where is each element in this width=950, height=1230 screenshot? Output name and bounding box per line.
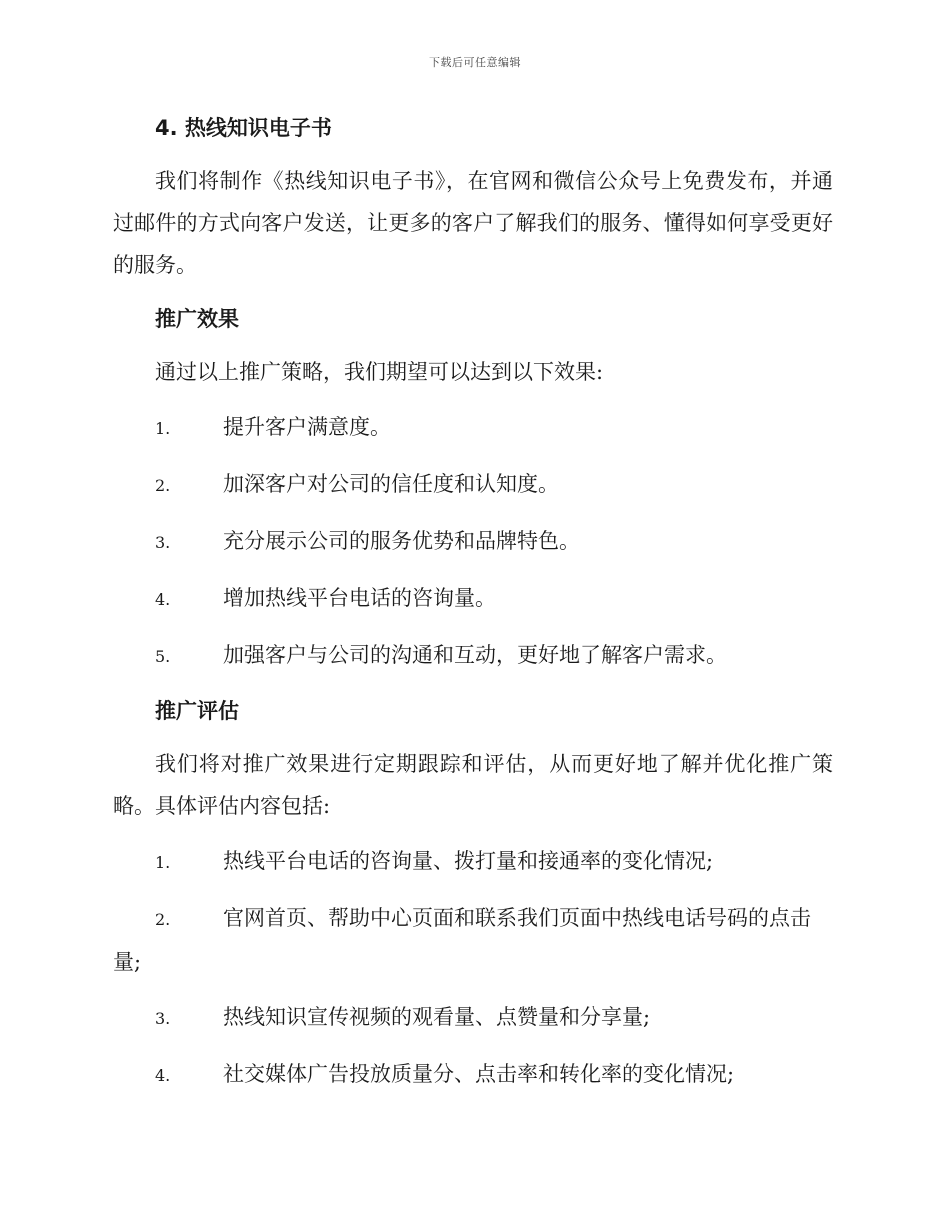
document-body (113, 108, 833, 1097)
list-item (113, 577, 833, 621)
list-text: 提升客户满意度。 (223, 415, 391, 439)
list-number: 2. (155, 910, 171, 929)
list-text: 社交媒体广告投放质量分、点击率和转化率的变化情况; (223, 1062, 735, 1086)
evaluation-intro: 我们将对推广效果进行定期跟踪和评估，从而更好地了解并优化推广策略。具体评估内容包括: (113, 752, 833, 818)
section-heading-effect: 推广效果 (155, 307, 239, 331)
list-item (113, 520, 833, 564)
list-text: 加强客户与公司的沟通和互动，更好地了解客户需求。 (223, 643, 727, 667)
list-item (113, 1053, 833, 1097)
section-heading-ebook: 4. 热线知识电子书 (155, 116, 332, 140)
page-header: 下载后可任意编辑 (429, 56, 521, 69)
list-number: 1. (155, 419, 171, 438)
list-number: 2. (155, 476, 171, 495)
list-text: 热线平台电话的咨询量、拨打量和接通率的变化情况; (223, 849, 714, 873)
list-number: 1. (155, 853, 171, 872)
list-item (113, 406, 833, 450)
list-text: 热线知识宣传视频的观看量、点赞量和分享量; (223, 1005, 651, 1029)
list-text: 加深客户对公司的信任度和认知度。 (223, 472, 559, 496)
list-number: 4. (155, 590, 171, 609)
list-item (113, 996, 833, 1040)
list-text: 官网首页、帮助中心页面和联系我们页面中热线电话号码的点击量; (113, 906, 811, 974)
list-item (113, 840, 833, 884)
section-heading-evaluation: 推广评估 (155, 699, 239, 723)
list-number: 3. (155, 1009, 171, 1028)
list-item (113, 463, 833, 507)
list-text: 增加热线平台电话的咨询量。 (223, 586, 496, 610)
list-text: 充分展示公司的服务优势和品牌特色。 (223, 529, 580, 553)
list-number: 3. (155, 533, 171, 552)
ebook-paragraph: 我们将制作《热线知识电子书》，在官网和微信公众号上免费发布，并通过邮件的方式向客户发送，让更多的客户了解我们的服务、懂得如何享受更好的服务。 (113, 169, 833, 277)
list-number: 4. (155, 1066, 171, 1085)
list-item (113, 897, 833, 983)
list-number: 5. (155, 647, 171, 666)
list-item (113, 634, 833, 678)
effect-intro: 通过以上推广策略，我们期望可以达到以下效果: (155, 360, 604, 384)
